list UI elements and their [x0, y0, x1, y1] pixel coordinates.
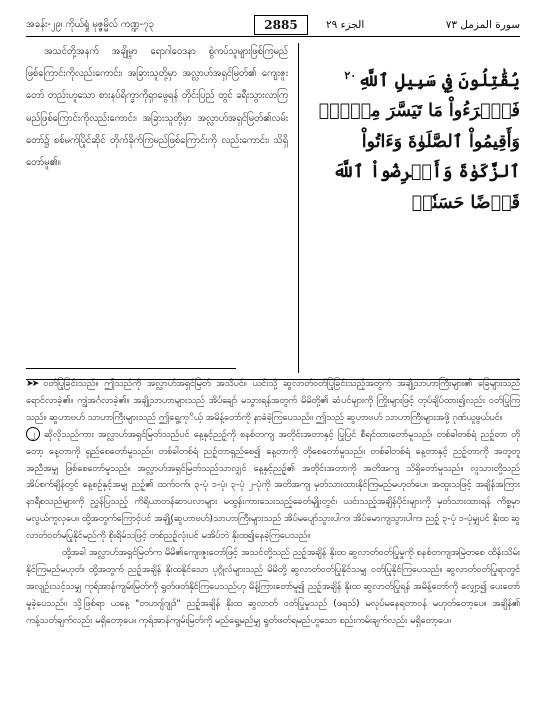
verse-section	[26, 41, 520, 380]
arrow-marker-icon: ➤➤	[26, 379, 38, 389]
translation-text: အသင်တို့အနက် အချို့မှာ ရောဂါဝေဒနာ စွဲကပ်သူများဖြစ်ကြမည်ဖြစ်ကြောင်းကိုလည်းကောင်း၊ အခြားသူတို့မှာ အလ္လာဟ်အရှင်မြတ်၏ ကျေးဇူးတော် တည်းဟူသော စားနပ်ရိက္ခာကိုရှာဖွေရန် တိုင်းပြည် တွင် ခရီးသွားလာကြမည်ဖြစ်ကြောင်းကိုလည်းကောင်း၊ အခြားသူတို့မှာ အလ္လာဟ်အရှင်မြတ်၏လမ်းတော်၌ စစ်မက်ပြိုင်ဆိုင် တိုက်ခိုက်ကြမည်ဖြစ်ကြောင်းကို လည်းကောင်း၊ သိရှိတော်မူ၏။	[26, 46, 288, 169]
arabic-line-4: ٱلزَّكَوٰةَ وَأَقۡرِضُواْ ٱللَّهَ	[333, 162, 520, 183]
footnote-rule	[26, 368, 236, 369]
page-header	[26, 14, 520, 37]
header-chapter-info: အခန်း-၂၉၊ ကိုယ်ရှုံ မုဇ္ဇမ္မိလ် ကဏ္ဍ-၇၃	[26, 19, 154, 30]
circled-number-icon: ၂	[26, 427, 40, 441]
translation-column	[26, 41, 288, 174]
page-number: 2885	[254, 15, 308, 35]
column-divider	[298, 43, 299, 373]
commentary	[26, 376, 520, 630]
commentary-note-3: ထို့အခါ အလ္လာဟ်အရှင်မြတ်က မိမိ၏ကျေးဇူးတော်ဖြင့် အသင်တို့သည် ညဉ့်အချိန် နိုးထ ဆွလာတ်ဝတ်ပြုမှုကို စနစ်တကျအမြဲတစေ ထိန်းသိမ်းနိုင်ကြမည်မဟုတ်၊ ထို့အတွက် ညဉ့်အချိန် နိုးထနိုင်သော ပုဂ္ဂိုလ်များသည် မိမိတို့ ဆွလာတ်ဝတ်ပြုနိုင်သမျှ ဝတ်ပြုနိုင်ကြပေသည်။ ဆွလာတ်ဝတ်ပြုရာတွင် အလျဉ်းသင့်သမျှ ကုရ်အာန်ကျမ်းမြတ်ကို ရွတ်ဖတ်နိုင်ကြပေသည်ဟု မိန့်ကြားတော်မူ၍ ညဉ့်အချိန် နိုးထ ဆွလာတ်ပြုရန် အမိန့်တော်ကို လျှော့၍ ပေးတော်မူခဲ့ပေသည်။ သို့ဖြစ်ရာ ယနေ့ "တဟဂျ်ဂျုဒ်" ညဉ့်အချိန် နိုးထ ဆွလာတ် ဝတ်ပြုမှုသည် (ဖရသ်) မလုပ်မနေရတာဝန် မဟုတ်တော့ပေ။ အချိန်၏ ကန့်သတ်ချက်လည်း မရှိတော့ပေ။ ကုရ်အာန်ကျမ်းမြတ်ကို မည်ရွေ့မည်မျှ ရွတ်ဖတ်ရမည်ဟူသော စည်းကမ်းချက်လည်း မရှိတော့ပေ။	[26, 548, 520, 626]
page	[26, 14, 520, 704]
commentary-note-1: ➤➤ ဝတ်ပြုခြင်းသည်။ ဤသည်ကို အလ္လာဟ်အရှင်မြတ် အသိပင်။ ယင်းသို့ ဆွလာတ်ဝတ်ပြုခြင်းသည့်အတွက် အချို့သာဟာကြီးများ၏ ခြေများသည် ရောင်လာခဲ့၏။ ကျွဲအင်္ဂလာခဲ့၏။ အချို့သာဟာများသည် အိပ်ချော် မသွားရန်အတွက် မိမိတို့၏ ဆံပင်များကို ကြိုးများဖြင့် တုပ်ချိပ်ထား၍လည်း ဝတ်ပြုကြသည်။ ဆွဟာဗဟ် သာဟာကြီးများသည် ဤရွေ့ကုိယ့် အမိန့်တော်ကို နာခံခဲ့ကြပေသည်။ ဤသည် ဆွဟာဗဟ် သာဟာကြီးများအဖို့ ဂုဏ်ယူဖွယ်ပင်။	[26, 379, 520, 423]
arabic-line-2: فَٱقۡرَءُواْ مَا تَيَسَّرَ مِنۡهُۚ	[318, 101, 520, 122]
arabic-verse-column	[306, 41, 520, 218]
arabic-line-1: يُقَٰتِلُونَ فِي سَبِيلِ ٱللَّهِ٢٠	[306, 61, 520, 96]
commentary-note-2: ၂ ဆိုလိုသည်ကား အလ္လာဟ်အရှင်မြတ်သည်ပင် နေ့နှင့်ညဉ့်ကို စနစ်တကျ အတိုင်းအတာနှင့် ပြုပြင် စီရင်ထားတော်မူသည်၊ တစ်ခါတစ်ရံ ညဉ့်တာ တိုတော့ နေ့တာကို ရှည်စေတော်မူသည်။ တစ်ခါတစ်ရံ ညဉ့်တာရှည်စေ၍ နေ့တာကို တိုစေတော်မူသည်။ တစ်ခါတစ်ရံ နေ့တာနှင့် ညဉ့်တာကို အတူတူ အညီအမျှ ဖြစ်စေတော်မူသည်။ အလ္လာဟ်အရှင်မြတ်သည်သာလျှင် နေ့နှင့်ညဉ့်၏ အတိုင်းအတာကို အတိအကျ သိရှိတော်မူသည်။ လူသားတို့သည် အိပ်စက်ချိန်တွင် နေ့စဉ်နှင့်အမျှ ညဉ့်၏ ထက်ဝက်၊ ၃-ပုံ ၁-ပုံ၊ ၃-ပုံ ၂-ပုံကို အတိအကျ မှတ်သားထားနိုင်ကြမည်မဟုတ်ပေ။ အထူးသဖြင့် အချိန်အကြား နာရီစသည်များကို ညွှန်ပြသည့် ကိရိယာတန်ဆာပလာများ မထွန်းကားသေးသည့်ခေတ်မျိုးတွင်၊ ယင်းသည့်အချိန်ပိုင်းများကို မှတ်သားထားရန် ကိစ္စမှာ မလွယ်ကူလှပေ။ ထို့အတွက်ကြောင့်ပင် အချို့(ဆွဟာဗဟ်)သာဟာကြီးများသည် အိပ်မပျော်သွားပါက၊ အိပ်မောကျသွားပါက၊ ညဉ့် ၃-ပုံ ၁-ပုံမျှပင် နိုးထ ဆွလာတ်ဝတ်မပြုနိုင်မည်ကို စိုးရိမ်သဖြင့် တစ်ညဉ့်လုံးပင် မအိပ်ဘဲ နိုးထ၍နေခဲ့ကြပေသည်။	[26, 429, 520, 542]
arabic-line-5: قَرۡضًا حَسَنٗاۚ	[411, 192, 520, 213]
header-surah: سورة المزمل ٧٣	[445, 19, 520, 31]
ayah-number-marker: ٢٠	[344, 69, 357, 82]
header-juz: الجزء ٢٩	[326, 19, 365, 31]
arabic-line-3: وَأَقِيمُواْ ٱلصَّلَوٰةَ وَءَاتُواْ	[361, 131, 520, 152]
